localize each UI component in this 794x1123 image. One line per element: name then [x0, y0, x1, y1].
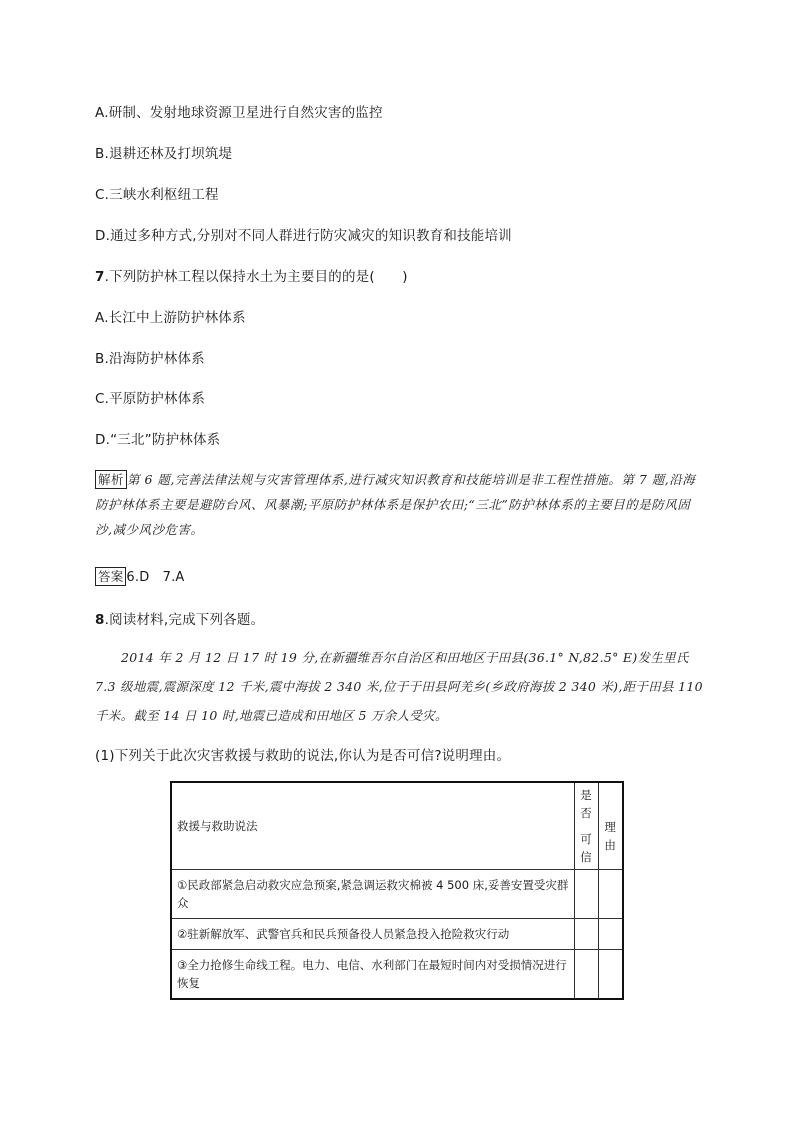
header-credible-char: 否: [580, 806, 592, 820]
reason-answer-cell[interactable]: [599, 919, 623, 950]
header-statement: 救援与救助说法: [171, 782, 575, 870]
question-stem: .下列防护林工程以保持水土为主要目的的是( ): [104, 269, 408, 285]
header-reason-char: 由: [604, 837, 616, 852]
reason-answer-cell[interactable]: [599, 870, 623, 919]
question-number: 7: [95, 269, 105, 285]
credible-answer-cell[interactable]: [575, 870, 599, 919]
answer-text: 6.D 7.A: [126, 570, 185, 585]
answer-block: [95, 566, 185, 586]
table-header-row: [171, 782, 623, 870]
q7-option-a: A.长江中上游防护林体系: [95, 310, 246, 326]
answer-tag: 答案: [95, 567, 126, 586]
header-reason-char: 理: [604, 819, 616, 834]
header-credible-char: 信: [580, 850, 592, 864]
sub-question-1: (1)下列关于此次灾害救援与救助的说法,你认为是否可信?说明理由。: [95, 748, 511, 764]
analysis-tag: 解析: [95, 470, 127, 489]
q7-option-c: C.平原防护林体系: [95, 391, 206, 407]
header-reason: [599, 782, 623, 870]
question-7: [95, 265, 408, 285]
analysis-text: 第 6 题,完善法律法规与灾害管理体系,进行减灾知识教育和技能培训是非工程性措施。第 7 题,沿海防护林体系主要是避防台风、风暴潮;平原防护林体系是保护农田;“三北”防护林体系的主要目的是防风固沙,减少风沙危害。: [95, 472, 696, 537]
material-paragraph: 2014 年 2 月 12 日 17 时 19 分,在新疆维吾尔自治区和田地区于田县(36.1° N,82.5° E)发生里氏 7.3 级地震,震源深度 12 千米,震中海拔 2 340 米,位于于田县阿羌乡(乡政府海拔 2 340 米),距于田县 110 千米。截至 14 日 10 时,地震已造成和田地区 5 万余人受灾。: [95, 650, 703, 723]
header-credible: [575, 782, 599, 870]
table-row: [171, 870, 623, 919]
q6-option-d: D.通过多种方式,分别对不同人群进行防灾减灾的知识教育和技能培训: [95, 228, 512, 244]
reason-answer-cell[interactable]: [599, 950, 623, 1000]
q7-option-b: B.沿海防护林体系: [95, 351, 205, 367]
header-credible-char: 可: [580, 832, 592, 846]
rescue-table: [170, 781, 624, 1000]
statement-cell: ③全力抢修生命线工程。电力、电信、水利部门在最短时间内对受损情况进行恢复: [171, 950, 575, 1000]
question-number: 8: [95, 612, 105, 628]
statement-cell: ①民政部紧急启动救灾应急预案,紧急调运救灾棉被 4 500 床,妥善安置受灾群众: [171, 870, 575, 919]
q6-option-c: C.三峡水利枢纽工程: [95, 187, 219, 203]
q6-option-a: A.研制、发射地球资源卫星进行自然灾害的监控: [95, 105, 383, 121]
q6-option-b: B.退耕还林及打坝筑堤: [95, 146, 233, 162]
question-8: [95, 608, 264, 628]
analysis-block: [95, 467, 700, 542]
table-row: [171, 950, 623, 1000]
table-row: [171, 919, 623, 950]
material-text: [95, 643, 705, 730]
credible-answer-cell[interactable]: [575, 950, 599, 1000]
statement-cell: ②驻新解放军、武警官兵和民兵预备役人员紧急投入抢险救灾行动: [171, 919, 575, 950]
q7-option-d: D.“三北”防护林体系: [95, 432, 221, 448]
question-stem: .阅读材料,完成下列各题。: [104, 612, 265, 628]
credible-answer-cell[interactable]: [575, 919, 599, 950]
header-credible-char: 是: [580, 788, 592, 802]
